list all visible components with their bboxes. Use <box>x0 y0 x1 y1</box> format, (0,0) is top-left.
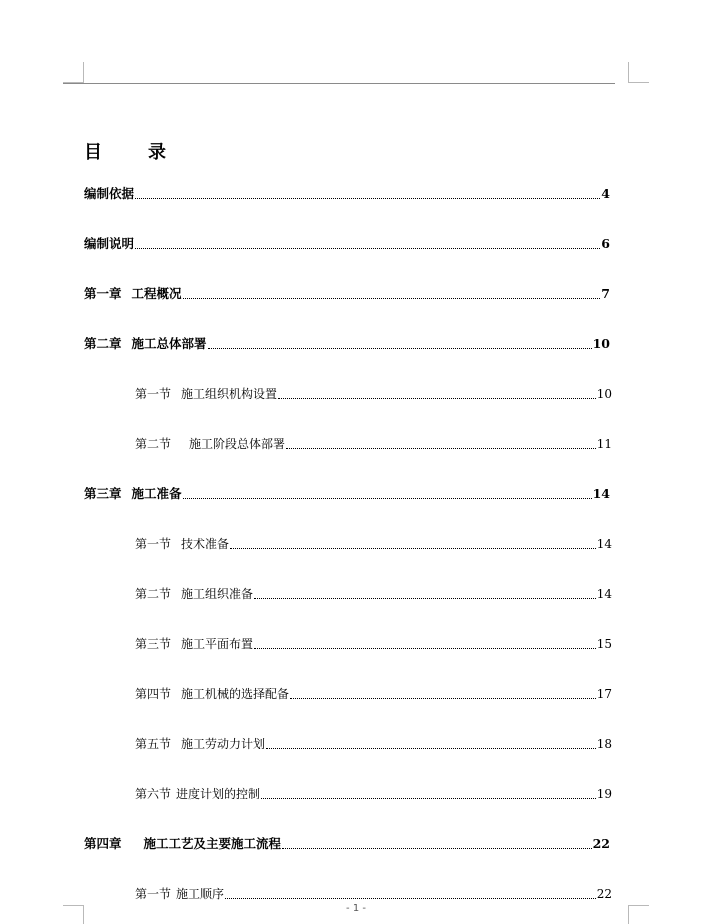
toc-entry[interactable] <box>135 882 612 902</box>
toc-title <box>84 138 166 164</box>
toc-entry-number: 第一节 <box>135 387 172 401</box>
toc-entry-number: 第一节 <box>135 537 172 551</box>
crop-mark <box>629 82 649 83</box>
toc-entry-label: 施工机械的选择配备 <box>181 687 290 701</box>
dot-leader <box>286 447 596 449</box>
toc-entry-page: 4 <box>601 186 610 201</box>
dot-leader <box>282 847 592 849</box>
toc-entry[interactable] <box>135 682 612 702</box>
toc-entry-number: 第六节 <box>135 787 172 801</box>
toc-entry[interactable] <box>135 732 612 752</box>
toc-title-right: 录 <box>148 142 166 163</box>
toc-entry-label: 施工平面布置 <box>181 637 254 651</box>
dot-leader <box>230 547 596 549</box>
toc-entry[interactable] <box>135 382 612 402</box>
dot-leader <box>208 347 592 349</box>
dot-leader <box>135 197 600 199</box>
toc-entry-number: 第四章 <box>84 836 122 851</box>
toc-entry-label: 施工顺序 <box>176 887 225 901</box>
toc-entry-label: 工程概况 <box>131 286 182 301</box>
dot-leader <box>225 897 596 899</box>
toc-entry-label: 进度计划的控制 <box>176 787 261 801</box>
dot-leader <box>183 497 592 499</box>
toc-entry-page: 7 <box>601 286 610 301</box>
toc-entry-number: 第四节 <box>135 687 172 701</box>
crop-mark <box>628 62 629 83</box>
dot-leader <box>254 597 596 599</box>
toc-entry-label: 施工组织机构设置 <box>181 387 278 401</box>
dot-leader <box>266 747 596 749</box>
toc-entry-page: 17 <box>596 687 612 701</box>
toc-entry-label: 编制说明 <box>84 236 135 251</box>
toc-entry[interactable] <box>84 832 610 852</box>
toc-entry-page: 15 <box>596 637 612 651</box>
toc-entry[interactable] <box>84 482 610 502</box>
toc-entry-number: 第五节 <box>135 737 172 751</box>
toc-entry[interactable] <box>135 782 612 802</box>
toc-entry-label: 施工阶段总体部署 <box>189 437 286 451</box>
toc-entry-number: 第一节 <box>135 887 172 901</box>
dot-leader <box>290 697 596 699</box>
toc-entry-page: 14 <box>592 486 610 501</box>
toc-entry[interactable] <box>135 432 612 452</box>
toc-entry[interactable] <box>135 582 612 602</box>
toc-entry-page: 22 <box>596 887 612 901</box>
page-footer-number: - 1 - <box>346 903 366 914</box>
toc-entry[interactable] <box>84 282 610 302</box>
toc-entry-number: 第二节 <box>135 587 172 601</box>
toc-entry[interactable] <box>135 632 612 652</box>
toc-entry-label: 施工总体部署 <box>131 336 207 351</box>
toc-entry-page: 14 <box>596 537 612 551</box>
toc-entry-page: 6 <box>601 236 610 251</box>
toc-entry-label: 施工准备 <box>131 486 182 501</box>
toc-entry-label: 施工组织准备 <box>181 587 254 601</box>
dot-leader <box>254 647 596 649</box>
toc-entry-page: 10 <box>596 387 612 401</box>
toc-entry-number: 第二章 <box>84 336 122 351</box>
toc-entry-label: 编制依据 <box>84 186 135 201</box>
header-rule <box>63 83 615 84</box>
toc-entry-page: 11 <box>596 437 612 451</box>
toc-entry-page: 10 <box>592 336 610 351</box>
toc-entry-page: 19 <box>596 787 612 801</box>
toc-entry-label: 施工工艺及主要施工流程 <box>143 836 282 851</box>
toc-entry-number: 第二节 <box>135 437 172 451</box>
toc-entry-page: 22 <box>592 836 610 851</box>
toc-entry[interactable] <box>135 532 612 552</box>
dot-leader <box>261 797 596 799</box>
toc-entry-number: 第三章 <box>84 486 122 501</box>
toc-title-left: 目 <box>84 142 102 163</box>
toc-entry-page: 14 <box>596 587 612 601</box>
toc-entry-label: 技术准备 <box>181 537 230 551</box>
toc-entry[interactable] <box>84 232 610 252</box>
dot-leader <box>135 247 600 249</box>
toc-entry[interactable] <box>84 332 610 352</box>
toc-entry[interactable] <box>84 182 610 202</box>
toc-entry-label: 施工劳动力计划 <box>181 737 266 751</box>
dot-leader <box>278 397 596 399</box>
crop-mark <box>83 62 84 83</box>
toc-entry-number: 第一章 <box>84 286 122 301</box>
dot-leader <box>183 297 601 299</box>
toc-entry-number: 第三节 <box>135 637 172 651</box>
toc-entry-page: 18 <box>596 737 612 751</box>
